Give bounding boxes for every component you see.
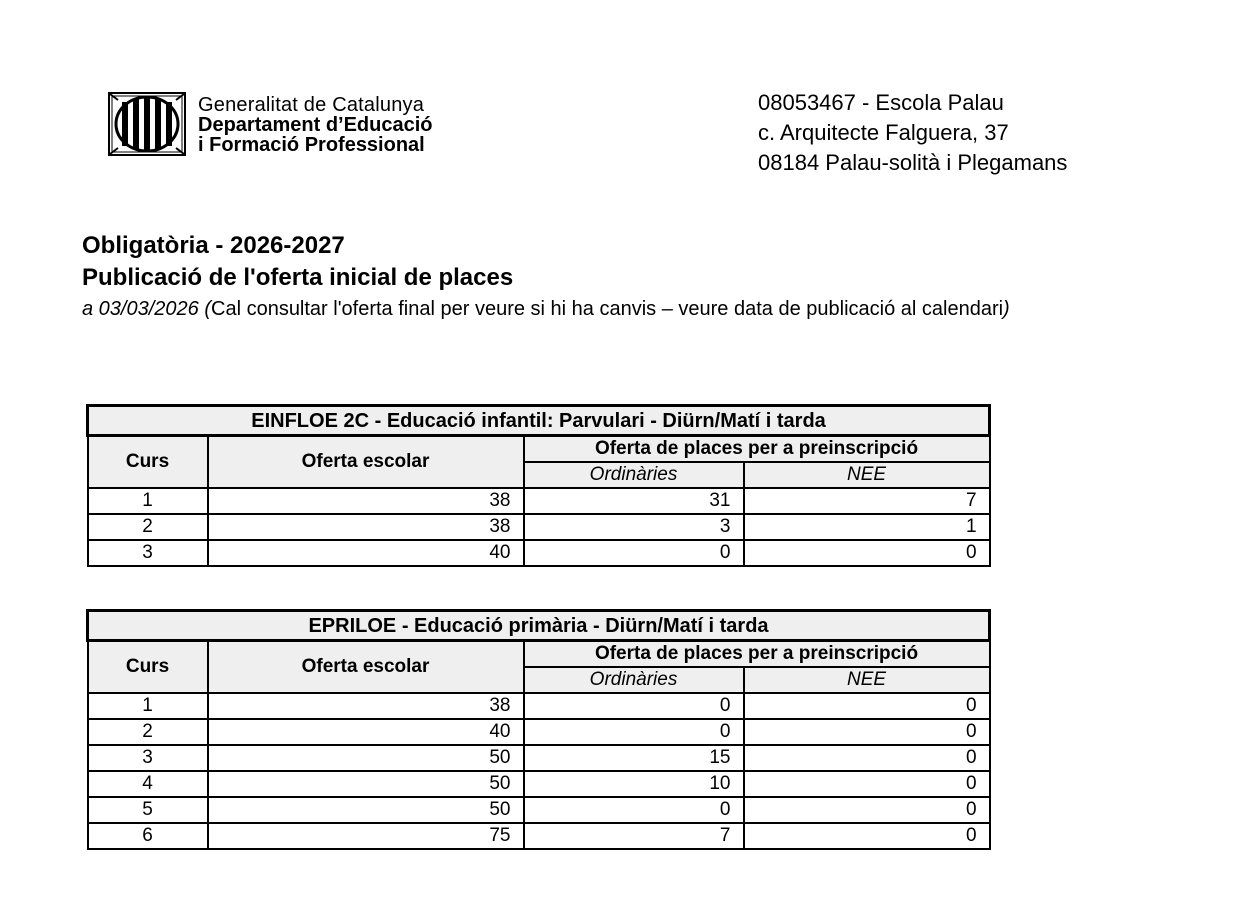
col-header-ordinaries: Ordinàries: [524, 462, 744, 488]
publication-note: [82, 295, 1010, 323]
col-header-curs: Curs: [88, 436, 208, 489]
offer-table-primaria: [86, 609, 991, 850]
cell-ordinaries: 0: [524, 693, 744, 719]
cell-curs: 1: [88, 488, 208, 514]
table-row: [88, 745, 990, 771]
school-city: 08184 Palau-solità i Plegamans: [758, 150, 1068, 175]
generalitat-emblem-icon: [108, 92, 186, 156]
page-subtitle: Publicació de l'oferta inicial de places: [82, 264, 514, 291]
table-row: [88, 540, 990, 566]
col-header-ordinaries: Ordinàries: [524, 667, 744, 693]
school-code-name: 08053467 - Escola Palau: [758, 90, 1004, 115]
cell-oferta: 38: [208, 693, 524, 719]
cell-oferta: 38: [208, 488, 524, 514]
table-title: EINFLOE 2C - Educació infantil: Parvulari - Diürn/Matí i tarda: [88, 406, 990, 436]
offer-table-infantil: [86, 404, 991, 567]
cell-nee: 0: [744, 771, 990, 797]
cell-ordinaries: 0: [524, 719, 744, 745]
document-heading: [82, 230, 1010, 323]
cell-nee: 0: [744, 823, 990, 849]
cell-oferta: 75: [208, 823, 524, 849]
page-title: Obligatòria - 2026-2027: [82, 232, 345, 259]
col-header-curs: Curs: [88, 641, 208, 694]
col-header-oferta: Oferta escolar: [208, 436, 524, 489]
cell-oferta: 40: [208, 540, 524, 566]
cell-ordinaries: 10: [524, 771, 744, 797]
cell-curs: 2: [88, 719, 208, 745]
cell-nee: 7: [744, 488, 990, 514]
cell-curs: 6: [88, 823, 208, 849]
cell-nee: 0: [744, 693, 990, 719]
col-header-group: Oferta de places per a preinscripció: [524, 436, 990, 463]
table-row: [88, 797, 990, 823]
cell-oferta: 50: [208, 745, 524, 771]
table-row: [88, 771, 990, 797]
col-header-nee: NEE: [744, 462, 990, 488]
cell-curs: 3: [88, 745, 208, 771]
cell-ordinaries: 7: [524, 823, 744, 849]
publication-date: a 03/03/2026 (: [82, 298, 211, 320]
table-row: [88, 488, 990, 514]
logo-line-1: Generalitat de Catalunya: [198, 94, 425, 116]
cell-curs: 2: [88, 514, 208, 540]
table-row: [88, 719, 990, 745]
cell-nee: 0: [744, 719, 990, 745]
cell-ordinaries: 0: [524, 797, 744, 823]
cell-ordinaries: 31: [524, 488, 744, 514]
cell-nee: 1: [744, 514, 990, 540]
school-address: [758, 88, 1067, 178]
logo-text: [198, 95, 433, 155]
cell-oferta: 50: [208, 797, 524, 823]
cell-curs: 5: [88, 797, 208, 823]
school-street: c. Arquitecte Falguera, 37: [758, 120, 1009, 145]
table-title: EPRILOE - Educació primària - Diürn/Matí i tarda: [88, 611, 990, 641]
note-close: ): [1003, 298, 1010, 320]
logo-line-2: Departament d’Educació: [198, 114, 433, 136]
cell-oferta: 50: [208, 771, 524, 797]
col-header-nee: NEE: [744, 667, 990, 693]
logo-line-3: i Formació Professional: [198, 134, 425, 156]
table-row: [88, 693, 990, 719]
note-text: Cal consultar l'oferta final per veure si hi ha canvis – veure data de publicació al calendari: [211, 298, 1004, 320]
cell-ordinaries: 15: [524, 745, 744, 771]
cell-curs: 1: [88, 693, 208, 719]
cell-nee: 0: [744, 745, 990, 771]
cell-ordinaries: 3: [524, 514, 744, 540]
cell-oferta: 38: [208, 514, 524, 540]
cell-nee: 0: [744, 797, 990, 823]
table-row: [88, 823, 990, 849]
table-row: [88, 514, 990, 540]
col-header-oferta: Oferta escolar: [208, 641, 524, 694]
cell-curs: 3: [88, 540, 208, 566]
col-header-group: Oferta de places per a preinscripció: [524, 641, 990, 668]
cell-nee: 0: [744, 540, 990, 566]
cell-oferta: 40: [208, 719, 524, 745]
cell-ordinaries: 0: [524, 540, 744, 566]
cell-curs: 4: [88, 771, 208, 797]
